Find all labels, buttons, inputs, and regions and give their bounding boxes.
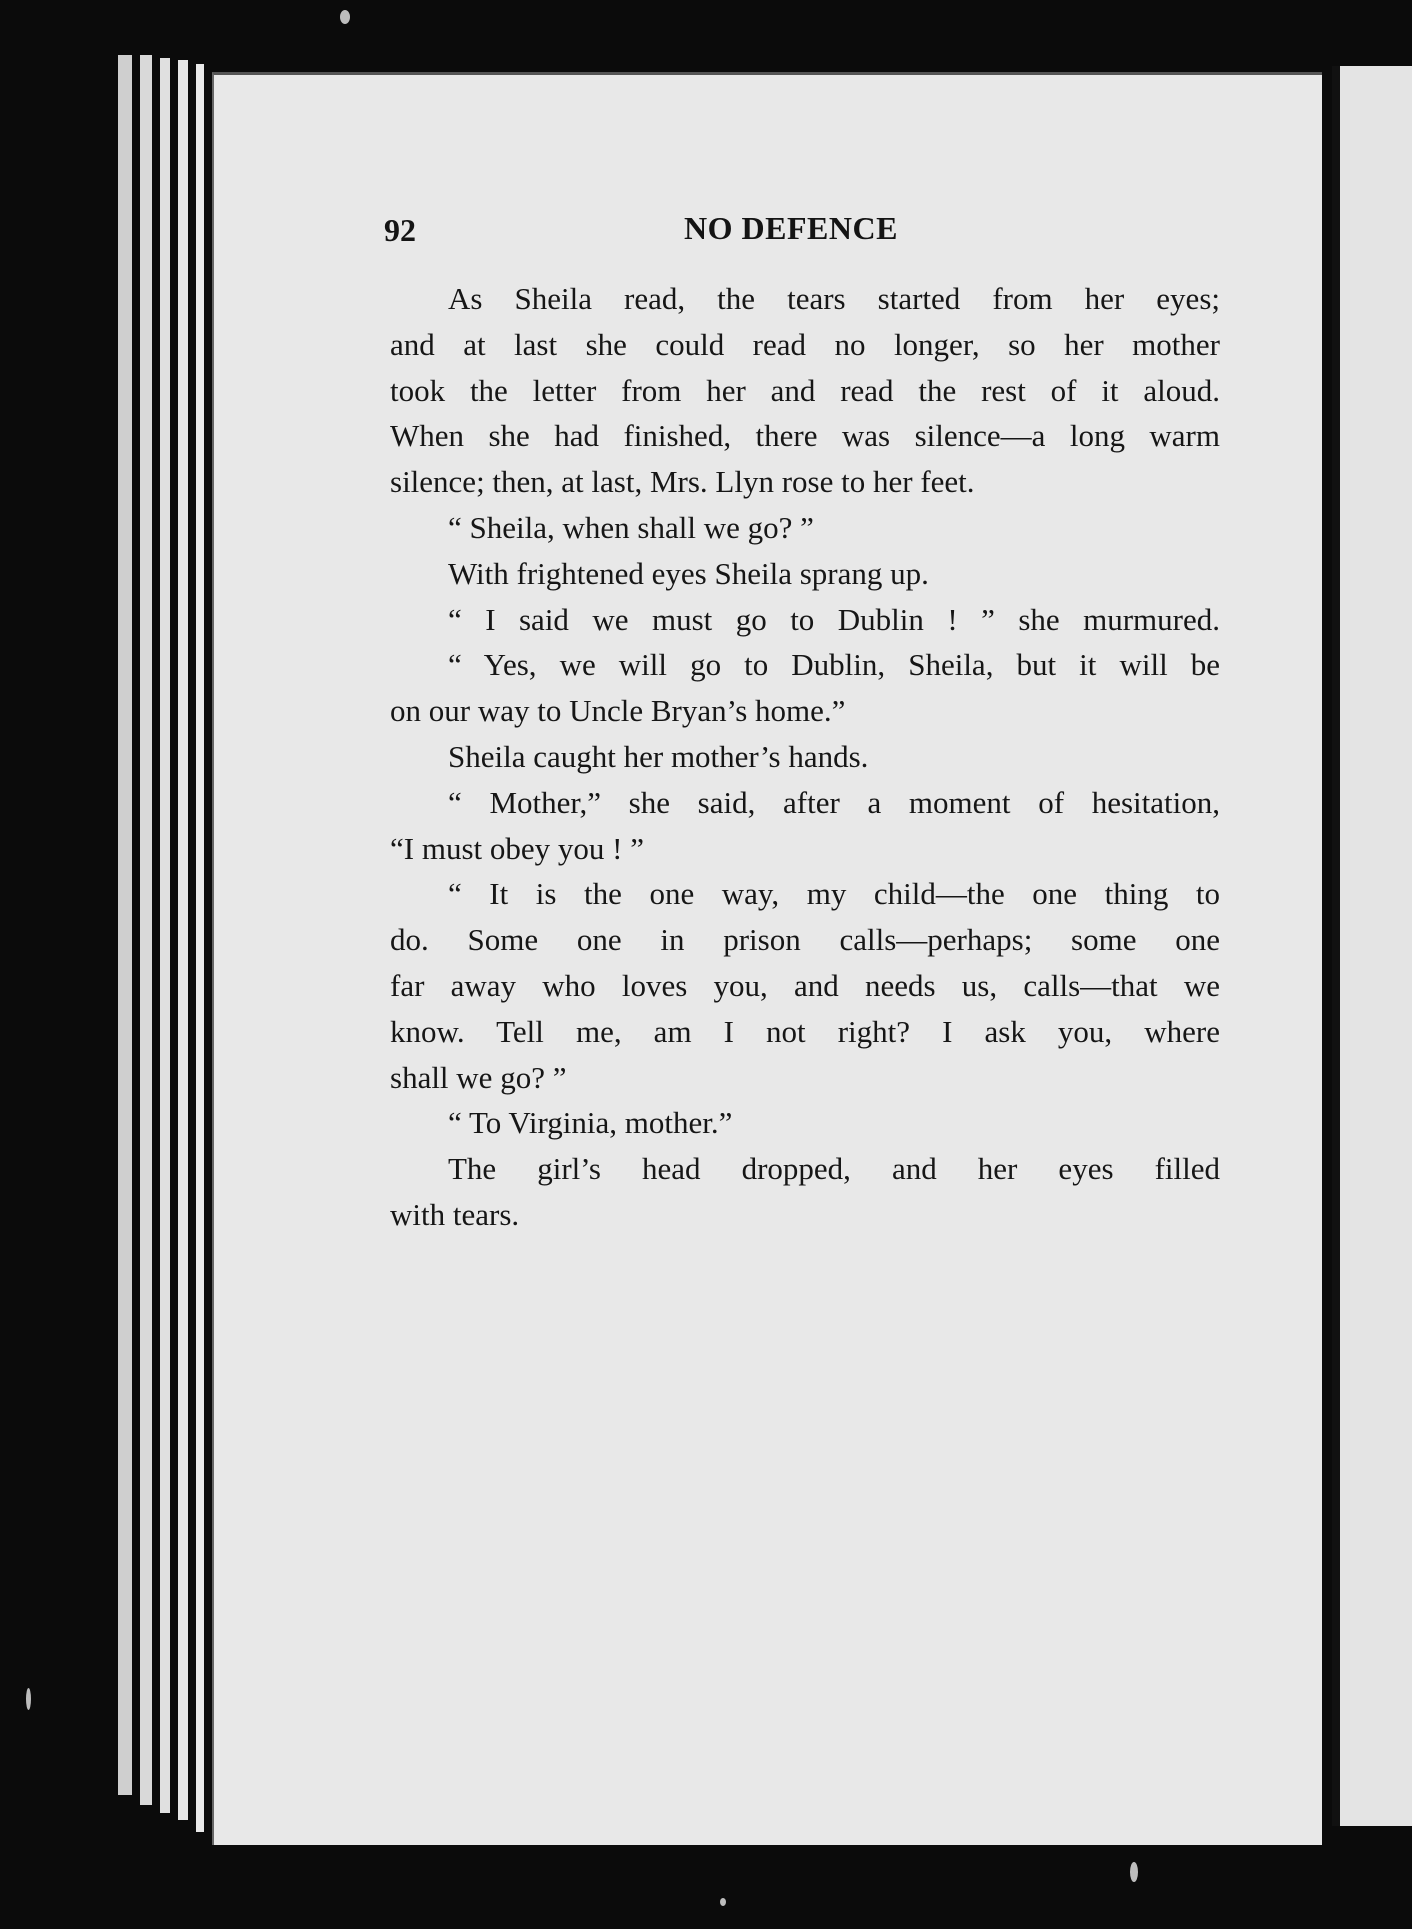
text-line: Sheila caught her mother’s hands. <box>448 738 869 774</box>
scan-speck <box>340 10 350 24</box>
text-line: shall we go? ” <box>390 1059 567 1095</box>
page-edge <box>196 64 204 1832</box>
text-line: “ Yes, we will go to Dublin, Sheila, but it will be <box>448 647 1220 683</box>
text-line: and at last she could read no longer, so her mother <box>390 326 1220 362</box>
page-edge <box>140 55 152 1805</box>
text-line: “ To Virginia, mother.” <box>448 1105 733 1141</box>
text-line: The girl’s head dropped, and her eyes filled <box>448 1151 1220 1187</box>
page-edge <box>178 60 188 1820</box>
text-line: “ Mother,” she said, after a moment of hesitation, <box>448 784 1220 820</box>
page-edge <box>118 55 132 1795</box>
text-line: “ It is the one way, my child—the one thing to <box>448 876 1220 912</box>
text-line: “ I said we must go to Dublin ! ” she murmured. <box>448 601 1220 637</box>
text-line: “ Sheila, when shall we go? ” <box>448 509 814 545</box>
text-line: silence; then, at last, Mrs. Llyn rose to her feet. <box>390 464 975 500</box>
adjacent-page <box>1332 66 1412 1826</box>
text-line: “I must obey you ! ” <box>390 830 644 866</box>
running-title: NO DEFENCE <box>684 210 898 246</box>
text-line: As Sheila read, the tears started from her eyes; <box>448 281 1220 316</box>
scan-speck <box>26 1688 31 1710</box>
text-line: took the letter from her and read the rest of it aloud. <box>390 372 1220 408</box>
page-header <box>384 208 1220 252</box>
text-line: on our way to Uncle Bryan’s home.” <box>390 693 846 729</box>
text-line: know. Tell me, am I not right? I ask you, where <box>390 1013 1220 1049</box>
page-number: 92 <box>384 212 416 248</box>
text-line: with tears. <box>390 1196 520 1232</box>
text-line: far away who loves you, and needs us, calls—that we <box>390 967 1220 1003</box>
text-line: When she had finished, there was silence—a long warm <box>390 418 1220 454</box>
scan-speck <box>720 1898 726 1906</box>
page-body <box>390 276 1220 1238</box>
text-line: do. Some one in prison calls—perhaps; some one <box>390 922 1220 958</box>
text-line: With frightened eyes Sheila sprang up. <box>448 555 929 591</box>
page-edge <box>160 58 170 1813</box>
scan-speck <box>1130 1862 1138 1882</box>
